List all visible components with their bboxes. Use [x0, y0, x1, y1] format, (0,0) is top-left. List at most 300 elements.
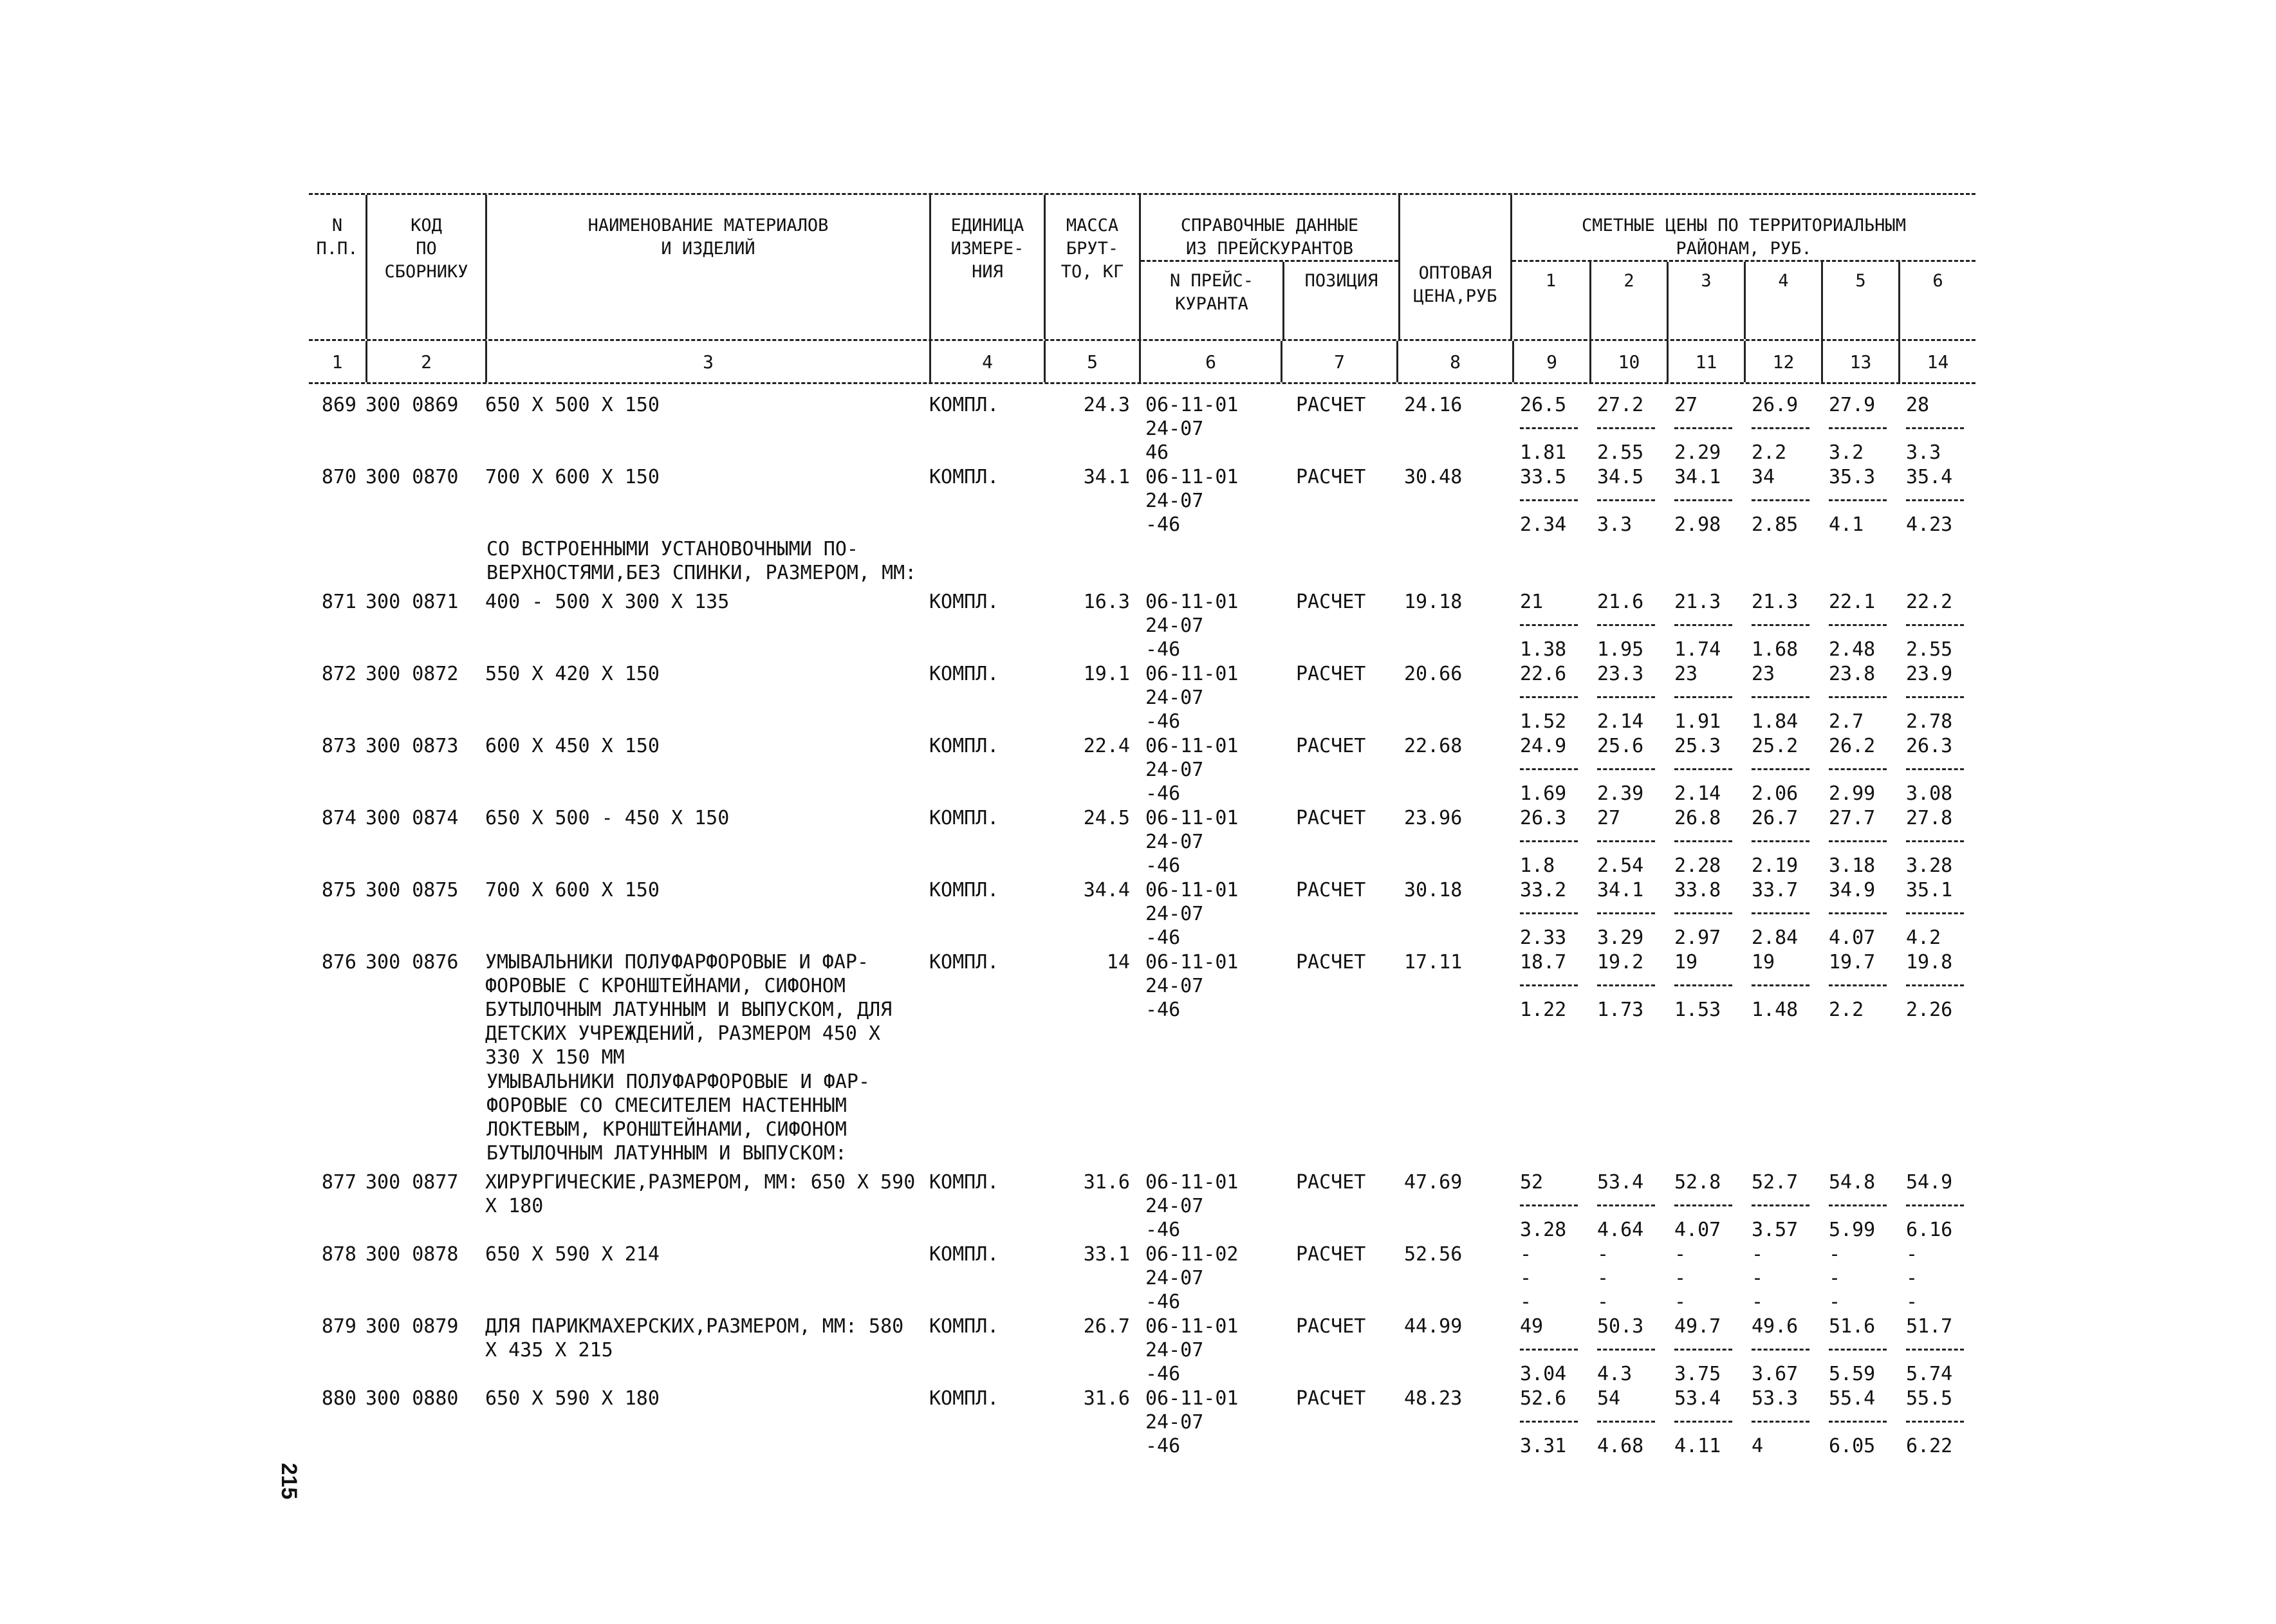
fraction-line	[1520, 1410, 1589, 1434]
header-col-number: N П.П.	[316, 216, 358, 259]
row-name: 550 X 420 X 150	[485, 663, 660, 685]
estimate-price: 19	[1752, 951, 1775, 973]
estimate-price: 52.6	[1520, 1387, 1567, 1410]
fraction-line	[1520, 974, 1589, 998]
transport-cost: 5.99	[1829, 1219, 1876, 1241]
fraction-line-mark	[1906, 768, 1964, 770]
colnum-6: 6	[1139, 341, 1281, 382]
fraction-line	[1752, 830, 1821, 854]
estimate-price: 19	[1674, 951, 1698, 973]
transport-cost: 2.06	[1752, 782, 1799, 805]
transport-cost: 3.28	[1906, 854, 1953, 877]
transport-cost: 2.29	[1674, 441, 1721, 464]
region-price-cell	[1589, 1242, 1667, 1314]
row-name: 700 X 600 X 150	[485, 466, 660, 488]
transport-cost: 2.98	[1674, 513, 1721, 536]
fraction-line	[1752, 1194, 1821, 1218]
fraction-line-mark	[1597, 1349, 1655, 1351]
row-wholesale-price: 24.16	[1404, 394, 1463, 416]
fraction-line-mark	[1597, 1204, 1655, 1206]
transport-cost: 1.95	[1597, 638, 1644, 661]
estimate-price: 49	[1520, 1315, 1544, 1338]
region-price-cell	[1589, 590, 1667, 661]
fraction-line	[1520, 417, 1589, 441]
row-mass: 33.1	[1083, 1243, 1130, 1266]
estimate-price: 33.5	[1520, 466, 1567, 488]
transport-cost: 3.28	[1520, 1219, 1567, 1241]
fraction-line	[1752, 686, 1821, 710]
row-wholesale-price: 47.69	[1404, 1171, 1463, 1194]
fraction-line-mark	[1597, 499, 1655, 501]
estimate-price: 25.6	[1597, 735, 1644, 757]
fraction-line	[1674, 686, 1744, 710]
region-price-cell	[1589, 662, 1667, 734]
fraction-line	[1752, 489, 1821, 513]
fraction-line-mark	[1520, 1421, 1578, 1423]
transport-cost: 1.8	[1520, 854, 1555, 877]
fraction-line	[1829, 686, 1898, 710]
row-name: 600 X 450 X 150	[485, 735, 660, 757]
estimate-price: 34.9	[1829, 879, 1876, 901]
region-price-cell	[1589, 806, 1667, 878]
region-2: 2	[1589, 262, 1667, 339]
region-price-cell	[1898, 878, 1975, 950]
row-wholesale-price: 52.56	[1404, 1243, 1463, 1266]
transport-cost: 1.38	[1520, 638, 1567, 661]
estimate-price: 52.7	[1752, 1171, 1799, 1194]
region-price-cell	[1744, 1170, 1821, 1242]
region-price-cell	[1589, 393, 1667, 465]
fraction-line-mark	[1829, 624, 1887, 626]
transport-cost: 2.2	[1829, 999, 1864, 1021]
transport-cost: 6.05	[1829, 1435, 1876, 1457]
transport-cost: 1.52	[1520, 710, 1567, 733]
table-row	[309, 1242, 1975, 1314]
fraction-line	[1520, 1194, 1589, 1218]
region-price-cell	[1744, 393, 1821, 465]
fraction-line	[1829, 1410, 1898, 1434]
estimate-price: -	[1520, 1243, 1532, 1266]
region-price-cell	[1667, 465, 1744, 537]
region-price-cell	[1821, 1242, 1898, 1314]
row-position: РАСЧЕТ	[1296, 1387, 1366, 1410]
fraction-line-mark	[1906, 624, 1964, 626]
row-code: 300 0873	[365, 735, 459, 757]
row-code: 300 0871	[365, 591, 459, 613]
transport-cost: 2.54	[1597, 854, 1644, 877]
region-price-cell	[1744, 806, 1821, 878]
fraction-line	[1752, 1410, 1821, 1434]
region-price-cell	[1898, 950, 1975, 1069]
transport-cost: 2.26	[1906, 999, 1953, 1021]
region-price-cell	[1589, 950, 1667, 1069]
estimate-price: 23.3	[1597, 663, 1644, 685]
region-price-cell	[1898, 806, 1975, 878]
header-col-wholesale: ОПТОВАЯ ЦЕНА,РУБ	[1398, 195, 1510, 339]
transport-cost: 2.78	[1906, 710, 1953, 733]
fraction-line-mark	[1906, 912, 1964, 914]
transport-cost: 3.57	[1752, 1219, 1799, 1241]
transport-cost: 1.84	[1752, 710, 1799, 733]
transport-cost: 2.14	[1597, 710, 1644, 733]
row-mass: 26.7	[1083, 1315, 1130, 1338]
transport-cost: -	[1674, 1291, 1687, 1313]
row-wholesale-price: 20.66	[1404, 663, 1463, 685]
reference-subheaders	[1141, 262, 1398, 339]
fraction-line-mark	[1752, 1421, 1809, 1423]
transport-cost: 4.3	[1597, 1363, 1633, 1385]
fraction-line-mark	[1829, 840, 1887, 842]
fraction-line-mark	[1674, 499, 1732, 501]
row-unit: КОМПЛ.	[929, 735, 999, 757]
row-unit: КОМПЛ.	[929, 879, 999, 901]
region-price-cell	[1512, 393, 1589, 465]
estimate-price: 54	[1597, 1387, 1621, 1410]
row-pricelist-ref: 06-11-01 24-07 -46	[1145, 951, 1239, 1021]
estimate-price: 22.1	[1829, 591, 1876, 613]
estimate-price: 19.2	[1597, 951, 1644, 973]
fraction-line	[1752, 417, 1821, 441]
row-unit: КОМПЛ.	[929, 1243, 999, 1266]
transport-cost: 1.48	[1752, 999, 1799, 1021]
row-wholesale-price: 44.99	[1404, 1315, 1463, 1338]
colnum-9: 9	[1512, 341, 1589, 382]
region-price-cell	[1512, 734, 1589, 806]
transport-cost: 4.64	[1597, 1219, 1644, 1241]
region-price-cell	[1821, 806, 1898, 878]
fraction-line	[1906, 1194, 1975, 1218]
region-price-cell	[1589, 1170, 1667, 1242]
region-price-cell	[1667, 1170, 1744, 1242]
colnum-10: 10	[1589, 341, 1667, 382]
row-number: 871	[321, 591, 356, 613]
fraction-line	[1674, 489, 1744, 513]
region-price-cell	[1512, 1170, 1589, 1242]
fraction-line-mark	[1829, 1421, 1887, 1423]
region-price-cell	[1667, 1315, 1744, 1386]
fraction-line	[1520, 1338, 1589, 1362]
fraction-line-mark	[1674, 1421, 1732, 1423]
fraction-line	[1674, 1338, 1744, 1362]
fraction-line-mark	[1752, 427, 1809, 429]
region-price-cell	[1589, 1315, 1667, 1386]
transport-cost: 3.04	[1520, 1363, 1567, 1385]
region-6: 6	[1898, 262, 1975, 339]
fraction-line	[1906, 686, 1975, 710]
fraction-line	[1597, 489, 1667, 513]
header-col-pricelist: N ПРЕЙС- КУРАНТА	[1169, 271, 1254, 314]
row-position: РАСЧЕТ	[1296, 879, 1366, 901]
transport-cost: 3.75	[1674, 1363, 1721, 1385]
colnum-2: 2	[365, 341, 485, 382]
row-position: РАСЧЕТ	[1296, 591, 1366, 613]
estimate-price: 27	[1597, 807, 1621, 829]
table-row	[309, 393, 1975, 465]
colnum-1: 1	[331, 351, 343, 373]
row-name: 650 X 590 X 180	[485, 1387, 660, 1410]
estimate-price: 34	[1752, 466, 1775, 488]
row-number: 877	[321, 1171, 356, 1194]
fraction-line-mark	[1752, 1204, 1809, 1206]
fraction-line	[1520, 902, 1589, 926]
estimate-price: 35.3	[1829, 466, 1876, 488]
reference-group-title: СПРАВОЧНЫЕ ДАННЫЕ ИЗ ПРЕЙСКУРАНТОВ	[1141, 195, 1398, 262]
region-5: 5	[1821, 262, 1898, 339]
fraction-line: -	[1752, 1267, 1761, 1289]
row-pricelist-ref: 06-11-01 24-07 -46	[1145, 1315, 1239, 1385]
fraction-line	[1520, 489, 1589, 513]
estimate-price: -	[1906, 1243, 1918, 1266]
fraction-line	[1520, 614, 1589, 638]
region-price-cell	[1744, 1315, 1821, 1386]
fraction-line-mark	[1520, 840, 1578, 842]
row-wholesale-price: 23.96	[1404, 807, 1463, 829]
region-price-cell	[1667, 590, 1744, 661]
transport-cost: 3.2	[1829, 441, 1864, 464]
fraction-line-mark	[1752, 499, 1809, 501]
colnum-11: 11	[1667, 341, 1744, 382]
fraction-line	[1674, 1410, 1744, 1434]
fraction-line-mark	[1597, 1421, 1655, 1423]
table-row	[309, 465, 1975, 537]
table-row	[309, 806, 1975, 878]
row-code: 300 0872	[365, 663, 459, 685]
transport-cost: 3.67	[1752, 1363, 1799, 1385]
estimate-price: -	[1674, 1243, 1687, 1266]
fraction-line	[1520, 686, 1589, 710]
fraction-line	[1597, 830, 1667, 854]
row-position: РАСЧЕТ	[1296, 466, 1366, 488]
fraction-line-mark	[1674, 1204, 1732, 1206]
region-price-cell	[1589, 1387, 1667, 1458]
estimate-price: 19.8	[1906, 951, 1953, 973]
fraction-line-mark	[1906, 840, 1964, 842]
fraction-line-mark	[1752, 984, 1809, 986]
header-col-code: КОД ПО СБОРНИКУ	[365, 195, 485, 339]
row-wholesale-price: 30.18	[1404, 879, 1463, 901]
region-price-cell	[1821, 1315, 1898, 1386]
region-price-cell	[1744, 1387, 1821, 1458]
estimate-price: 23	[1752, 663, 1775, 685]
transport-cost: 2.33	[1520, 927, 1567, 949]
row-pricelist-ref: 06-11-01 24-07 -46	[1145, 591, 1239, 661]
estimate-price: 24.9	[1520, 735, 1567, 757]
transport-cost: 1.74	[1674, 638, 1721, 661]
estimate-price: 55.4	[1829, 1387, 1876, 1410]
row-pricelist-ref: 06-11-01 24-07 -46	[1145, 735, 1239, 805]
row-number: 869	[321, 394, 356, 416]
region-subheaders	[1512, 262, 1975, 339]
fraction-line-mark	[1829, 984, 1887, 986]
transport-cost: 2.48	[1829, 638, 1876, 661]
row-position: РАСЧЕТ	[1296, 951, 1366, 973]
row-pricelist-ref: 06-11-01 24-07 -46	[1145, 1171, 1239, 1241]
fraction-line-mark	[1906, 1349, 1964, 1351]
row-mass: 34.1	[1083, 466, 1130, 488]
estimate-price: 26.3	[1906, 735, 1953, 757]
transport-cost: 6.16	[1906, 1219, 1953, 1241]
estimate-price: 19.7	[1829, 951, 1876, 973]
fraction-line-mark	[1829, 912, 1887, 914]
row-position: РАСЧЕТ	[1296, 807, 1366, 829]
fraction-line-mark	[1906, 427, 1964, 429]
region-price-cell	[1898, 1170, 1975, 1242]
region-price-cell	[1821, 1170, 1898, 1242]
row-code: 300 0880	[365, 1387, 459, 1410]
region-price-cell	[1667, 393, 1744, 465]
region-price-cell	[1898, 1315, 1975, 1386]
fraction-line	[1674, 417, 1744, 441]
regional-group-title: СМЕТНЫЕ ЦЕНЫ ПО ТЕРРИТОРИАЛЬНЫМ РАЙОНАМ, РУБ.	[1512, 195, 1975, 262]
header-col-mass: МАССА БРУТ- ТО, КГ	[1044, 195, 1139, 339]
fraction-line-mark	[1520, 912, 1578, 914]
row-pricelist-ref: 06-11-02 24-07 -46	[1145, 1243, 1239, 1313]
row-position: РАСЧЕТ	[1296, 663, 1366, 685]
fraction-line-mark	[1674, 768, 1732, 770]
row-unit: КОМПЛ.	[929, 591, 999, 613]
estimate-price: 53.3	[1752, 1387, 1799, 1410]
row-name: 650 X 500 X 150	[485, 394, 660, 416]
estimate-price: 26.2	[1829, 735, 1876, 757]
row-wholesale-price: 48.23	[1404, 1387, 1463, 1410]
reference-data-group	[1139, 195, 1398, 339]
region-price-cell	[1898, 734, 1975, 806]
row-name: 650 X 500 - 450 X 150	[485, 807, 730, 829]
transport-cost: 5.74	[1906, 1363, 1953, 1385]
region-3: 3	[1667, 262, 1744, 339]
transport-cost: 2.55	[1597, 441, 1644, 464]
transport-cost: 6.22	[1906, 1435, 1953, 1457]
estimate-price: 27	[1674, 394, 1698, 416]
estimate-price: 34.5	[1597, 466, 1644, 488]
estimate-price: 21.6	[1597, 591, 1644, 613]
header-col-position: ПОЗИЦИЯ	[1282, 262, 1398, 339]
row-code: 300 0875	[365, 879, 459, 901]
transport-cost: 3.3	[1597, 513, 1633, 536]
row-wholesale-price: 19.18	[1404, 591, 1463, 613]
estimate-price: 18.7	[1520, 951, 1567, 973]
region-price-cell	[1821, 878, 1898, 950]
transport-cost: 3.29	[1597, 927, 1644, 949]
transport-cost: 2.97	[1674, 927, 1721, 949]
row-pricelist-ref: 06-11-01 24-07 46	[1145, 394, 1239, 464]
transport-cost: 4	[1752, 1435, 1764, 1457]
estimate-price: 22.2	[1906, 591, 1953, 613]
regional-prices-group	[1510, 195, 1975, 339]
region-price-cell	[1589, 734, 1667, 806]
region-price-cell	[1667, 662, 1744, 734]
transport-cost: 4.68	[1597, 1435, 1644, 1457]
region-price-cell	[1898, 662, 1975, 734]
fraction-line-mark	[1520, 624, 1578, 626]
row-name: УМЫВАЛЬНИКИ ПОЛУФАРФОРОВЫЕ И ФАР- ФОРОВЫЕ С КРОНШТЕЙНАМИ, СИФОНОМ БУТЫЛОЧНЫМ ЛАТУННЫМ И ВЫПУСКОМ, ДЛЯ ДЕТСКИХ УЧРЕЖДЕНИЙ, РАЗМЕРОМ 450 X 330 X 150 ММ	[485, 951, 893, 1069]
row-position: РАСЧЕТ	[1296, 394, 1366, 416]
estimate-price: 54.9	[1906, 1171, 1953, 1194]
row-number: 870	[321, 466, 356, 488]
row-unit: КОМПЛ.	[929, 951, 999, 973]
estimate-price: 54.8	[1829, 1171, 1876, 1194]
transport-cost: -	[1906, 1291, 1918, 1313]
region-price-cell	[1898, 1242, 1975, 1314]
fraction-line-mark	[1520, 427, 1578, 429]
fraction-line-mark	[1674, 427, 1732, 429]
row-unit: КОМПЛ.	[929, 663, 999, 685]
row-pricelist-ref: 06-11-01 24-07 -46	[1145, 1387, 1239, 1457]
row-unit: КОМПЛ.	[929, 394, 999, 416]
region-price-cell	[1744, 590, 1821, 661]
fraction-line-mark	[1906, 696, 1964, 698]
region-price-cell	[1744, 878, 1821, 950]
estimate-price: 21	[1520, 591, 1544, 613]
fraction-line-mark	[1520, 768, 1578, 770]
estimate-price: 53.4	[1674, 1387, 1721, 1410]
region-1: 1	[1545, 271, 1557, 291]
estimate-price: 52.8	[1674, 1171, 1721, 1194]
estimate-price: 26.9	[1752, 394, 1799, 416]
row-code: 300 0878	[365, 1243, 459, 1266]
fraction-line	[1597, 417, 1667, 441]
estimate-price: 27.2	[1597, 394, 1644, 416]
region-price-cell	[1898, 590, 1975, 661]
row-mass: 22.4	[1083, 735, 1130, 757]
region-price-cell	[1512, 950, 1589, 1069]
region-price-cell	[1667, 806, 1744, 878]
region-price-cell	[1512, 662, 1589, 734]
row-pricelist-ref: 06-11-01 24-07 -46	[1145, 879, 1239, 949]
region-price-cell	[1898, 1387, 1975, 1458]
fraction-line	[1829, 1194, 1898, 1218]
fraction-line: -	[1520, 1267, 1530, 1289]
fraction-line-mark	[1520, 696, 1578, 698]
fraction-line	[1674, 614, 1744, 638]
estimate-price: 33.8	[1674, 879, 1721, 901]
fraction-line	[1906, 830, 1975, 854]
estimate-price: 23	[1674, 663, 1698, 685]
row-pricelist-ref: 06-11-01 24-07 -46	[1145, 663, 1239, 733]
fraction-line-mark	[1674, 912, 1732, 914]
fraction-line-mark	[1752, 696, 1809, 698]
fraction-line	[1674, 830, 1744, 854]
fraction-line	[1597, 1410, 1667, 1434]
row-pricelist-ref: 06-11-01 24-07 -46	[1145, 807, 1239, 877]
transport-cost: 1.81	[1520, 441, 1567, 464]
fraction-line	[1906, 1338, 1975, 1362]
region-price-cell	[1512, 1242, 1589, 1314]
fraction-line-mark	[1597, 768, 1655, 770]
fraction-line-mark	[1520, 1349, 1578, 1351]
fraction-line	[1752, 1338, 1821, 1362]
estimate-price: -	[1752, 1243, 1764, 1266]
table-row	[309, 590, 1975, 661]
estimate-price: 21.3	[1674, 591, 1721, 613]
section-heading: УМЫВАЛЬНИКИ ПОЛУФАРФОРОВЫЕ И ФАР- ФОРОВЫЕ СО СМЕСИТЕЛЕМ НАСТЕННЫМ ЛОКТЕВЫМ, КРОНШТЕЙНАМИ, СИФОНОМ БУТЫЛОЧНЫМ ЛАТУННЫМ И ВЫПУСКОМ:	[486, 1071, 871, 1165]
row-name: ХИРУРГИЧЕСКИЕ,РАЗМЕРОМ, ММ: 650 X 590 X 180	[485, 1171, 916, 1217]
fraction-line	[1752, 902, 1821, 926]
transport-cost: 2.14	[1674, 782, 1721, 805]
region-price-cell	[1667, 1387, 1744, 1458]
transport-cost: 1.53	[1674, 999, 1721, 1021]
region-price-cell	[1512, 465, 1589, 537]
estimate-price: 25.3	[1674, 735, 1721, 757]
fraction-line	[1520, 830, 1589, 854]
estimate-price: 50.3	[1597, 1315, 1644, 1338]
row-number: 872	[321, 663, 356, 685]
fraction-line-mark	[1674, 1349, 1732, 1351]
estimate-price: 52	[1520, 1171, 1544, 1194]
row-code: 300 0874	[365, 807, 459, 829]
region-price-cell	[1821, 1387, 1898, 1458]
row-position: РАСЧЕТ	[1296, 735, 1366, 757]
